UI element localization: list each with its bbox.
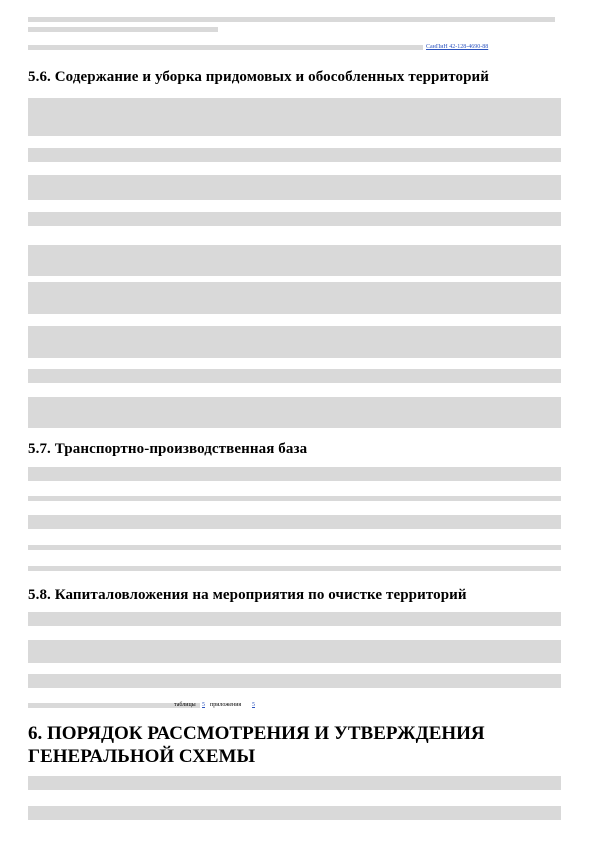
paragraph-placeholder bbox=[28, 545, 561, 550]
section-heading-5-6: 5.6. Содержание и уборка придомовых и обособленных территорий bbox=[28, 69, 489, 85]
section-heading-6-line2: ГЕНЕРАЛЬНОЙ СХЕМЫ bbox=[28, 746, 256, 767]
paragraph-placeholder bbox=[28, 566, 561, 571]
paragraph-placeholder bbox=[28, 806, 561, 820]
paragraph-placeholder bbox=[28, 496, 561, 501]
section-heading-6 bbox=[28, 722, 568, 768]
paragraph-placeholder bbox=[28, 212, 561, 226]
section-heading-5-7: 5.7. Транспортно-производственная база bbox=[28, 441, 308, 457]
paragraph-placeholder bbox=[28, 148, 561, 162]
paragraph-placeholder bbox=[28, 326, 561, 358]
paragraph-placeholder bbox=[28, 45, 423, 50]
paragraph-placeholder bbox=[28, 175, 561, 200]
section-heading-5-8: 5.8. Капиталовложения на мероприятия по очистке территорий bbox=[28, 587, 467, 603]
paragraph-placeholder bbox=[28, 674, 561, 688]
paragraph-placeholder bbox=[28, 282, 561, 314]
paragraph-placeholder bbox=[28, 612, 561, 626]
table-ref-link[interactable]: 5 bbox=[202, 702, 205, 708]
paragraph-placeholder bbox=[28, 17, 555, 22]
paragraph-placeholder bbox=[28, 397, 561, 428]
appendix-ref-link[interactable]: 5 bbox=[252, 702, 255, 708]
paragraph-placeholder bbox=[28, 776, 561, 790]
paragraph-placeholder bbox=[28, 369, 561, 383]
paragraph-placeholder bbox=[28, 27, 218, 32]
table-ref-word: таблицы bbox=[174, 702, 196, 708]
paragraph-placeholder bbox=[28, 245, 561, 276]
paragraph-placeholder bbox=[28, 467, 561, 481]
paragraph-placeholder bbox=[28, 515, 561, 529]
section-heading-6-line1: 6. ПОРЯДОК РАССМОТРЕНИЯ И УТВЕРЖДЕНИЯ bbox=[28, 723, 485, 744]
paragraph-placeholder bbox=[28, 640, 561, 663]
sanpin-link[interactable]: СанПиН 42-128-4690-88 bbox=[426, 44, 489, 50]
paragraph-placeholder bbox=[28, 98, 561, 136]
appendix-ref-word: приложения bbox=[210, 702, 242, 708]
